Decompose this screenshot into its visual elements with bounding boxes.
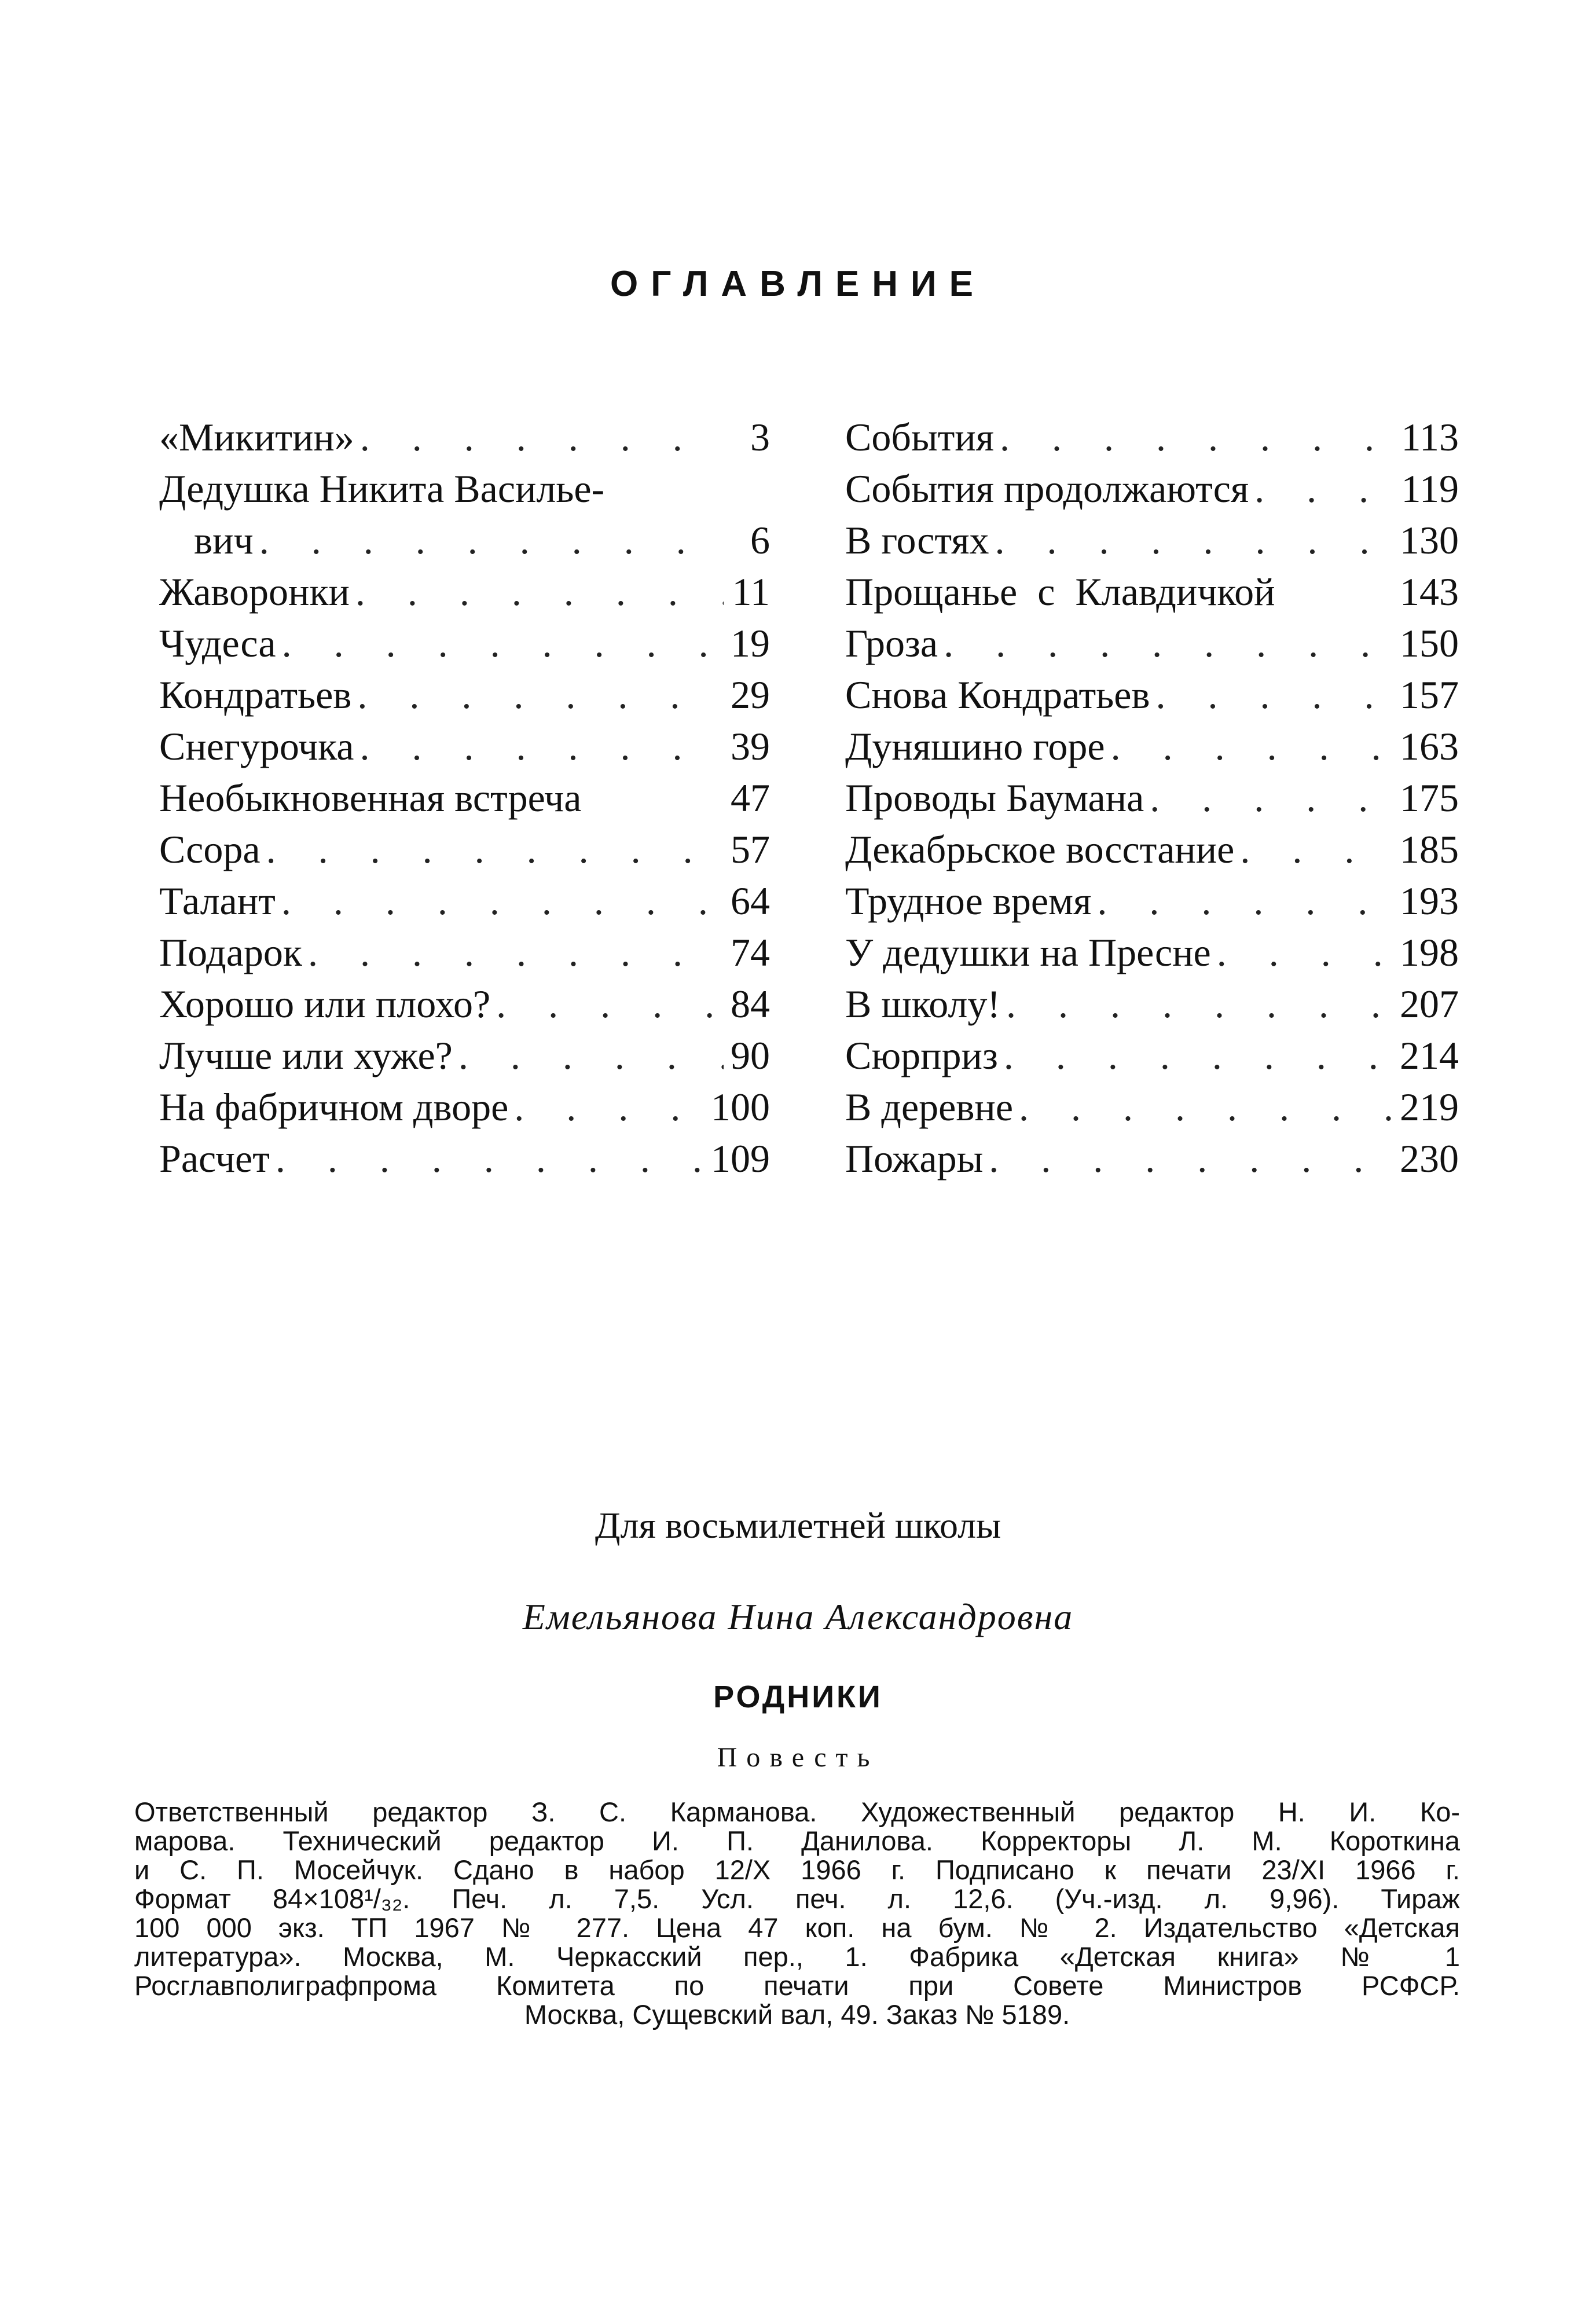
toc-entry-title: Сюрприз [845,1033,998,1077]
toc-entry [845,415,1459,466]
toc-entry-page: 64 [731,879,770,923]
credits-line: Ответственный редактор З. С. Карманова. Художественный редактор Н. И. Ко- [134,1797,1460,1827]
toc-entry-page: 74 [731,930,770,974]
toc-leader-dots [1217,930,1394,976]
toc-entry-title: Гроза [845,621,938,665]
toc-entry-page: 198 [1400,930,1459,974]
toc-entry [845,981,1459,1033]
toc-entry [845,569,1459,621]
toc-entry [845,827,1459,878]
toc-leader-dots [458,1033,724,1079]
toc-entry-page: 3 [750,415,770,459]
toc-leader-dots [1156,672,1394,718]
toc-left-column [159,415,770,1187]
toc-entry-title: Лучше или хуже? [159,1033,453,1077]
toc-leader-dots [308,930,724,976]
toc-entry-page: 143 [1400,570,1459,614]
toc-title: ОГЛАВЛЕНИЕ [610,264,986,304]
toc-leader-dots [995,518,1394,563]
toc-leader-dots [281,878,724,924]
credits-line: марова. Технический редактор И. П. Данилова. Корректоры Л. М. Короткина [134,1825,1460,1856]
toc-entry-page: 90 [731,1033,770,1077]
toc-entry-title: На фабричном дворе [159,1085,509,1129]
toc-leader-dots [1019,1084,1394,1130]
toc-leader-dots [1006,981,1394,1027]
toc-entry-continuation [159,518,770,569]
toc-entry-title: Снегурочка [159,724,354,768]
toc-entry-title: Чудеса [159,621,276,665]
toc-entry-title: Прощанье с Клавдичкой [845,570,1275,614]
toc-entry-title: Дуняшино горе [845,724,1105,768]
toc-entry-page: 119 [1401,467,1459,511]
author-name: Емельянова Нина Александровна [522,1596,1074,1637]
toc-entry [159,930,770,981]
toc-entry-page: 219 [1400,1085,1459,1129]
toc-entry-title: В деревне [845,1085,1013,1129]
toc-entry-page: 113 [1401,415,1459,459]
toc-leader-dots [1097,878,1394,924]
toc-leader-dots [357,672,724,718]
toc-entry-page: 109 [711,1136,770,1181]
toc-entry [845,621,1459,672]
toc-leader-dots [259,518,724,563]
toc-entry-page: 207 [1400,982,1459,1026]
toc-entry-title: События [845,415,995,459]
credits-line: Формат 84×108¹/₃₂. Печ. л. 7,5. Усл. печ. л. 12,6. (Уч.-изд. л. 9,96). Тираж [134,1883,1460,1914]
toc-entry-page: 157 [1400,673,1459,717]
credits-line: Москва, Сущевский вал, 49. Заказ № 5189. [524,1999,1070,2030]
credits-line: 100 000 экз. ТП 1967 № 277. Цена 47 коп. на бум. № 2. Издательство «Детская [134,1912,1460,1943]
toc-leader-dots [1004,1033,1394,1079]
toc-entry-page: 11 [732,570,770,614]
toc-entry [159,878,770,930]
toc-entry-title: Ссора [159,827,261,871]
toc-leader-dots [276,1136,705,1182]
toc-entry [845,672,1459,724]
toc-entry [845,466,1459,518]
toc-entry-title: Трудное время [845,879,1092,923]
toc-leader-dots [355,569,724,615]
toc-entry [845,1033,1459,1084]
toc-entry-page: 47 [731,776,770,820]
toc-entry-title: вич [194,518,254,562]
toc-entry-page: 39 [731,724,770,768]
credits-line: Росглавполиграфпрома Комитета по печати при Совете Министров РСФСР. [134,1970,1460,2001]
toc-leader-dots [1000,415,1395,460]
toc-entry-title: События продолжаются [845,467,1249,511]
toc-entry [845,930,1459,981]
toc-entry [845,1084,1459,1136]
toc-entry-title: В гостях [845,518,989,562]
toc-entry-title: Снова Кондратьев [845,673,1150,717]
toc-entry-page: 19 [731,621,770,665]
credits-line: и С. П. Мосейчук. Сдано в набор 12/X 1966 г. Подписано к печати 23/XI 1966 г. [134,1854,1460,1885]
toc-entry-page: 175 [1400,776,1459,820]
toc-leader-dots [1254,466,1395,512]
toc-entry [845,518,1459,569]
toc-leader-dots [282,621,724,666]
toc-entry-title: Необыкновенная встреча [159,776,582,820]
toc-entry-page: 6 [750,518,770,562]
toc-entry [159,724,770,775]
toc-entry [159,1033,770,1084]
toc-entry-page: 193 [1400,879,1459,923]
toc-entry [845,724,1459,775]
toc-entry-title: Дедушка Никита Василье- [159,467,605,511]
toc-entry-title: Подарок [159,930,302,974]
toc-entry [159,775,770,827]
toc-entry-page: 163 [1400,724,1459,768]
toc-entry-page: 185 [1400,827,1459,871]
toc-entry-title: В школу! [845,982,1000,1026]
toc-entry-title: Расчет [159,1136,270,1181]
toc-leader-dots [989,1136,1394,1182]
toc-entry-page: 100 [711,1085,770,1129]
toc-leader-dots [944,621,1394,666]
toc-entry [159,569,770,621]
toc-entry [845,775,1459,827]
publication-credits [134,1798,1460,2029]
toc-entry [159,981,770,1033]
toc-entry [159,827,770,878]
toc-entry-title: Талант [159,879,276,923]
toc-leader-dots [266,827,724,872]
toc-entry-title: Декабрьское восстание [845,827,1235,871]
toc-entry-title: Хорошо или плохо? [159,982,491,1026]
toc-entry-page: 130 [1400,518,1459,562]
toc-entry [845,878,1459,930]
toc-leader-dots [514,1084,705,1130]
toc-right-column [845,415,1459,1187]
toc-entry-title: «Микитин» [159,415,354,459]
toc-entry-title: Кондратьев [159,673,352,717]
toc-leader-dots [1111,724,1394,769]
book-title: РОДНИКИ [713,1680,883,1714]
toc-entry-page: 57 [731,827,770,871]
credits-line: литература». Москва, М. Черкасский пер., 1. Фабрика «Детская книга» № 1 [134,1941,1460,1972]
toc-leader-dots [1240,827,1394,872]
toc-entry-title: Проводы Баумана [845,776,1144,820]
toc-entry [159,415,770,466]
toc-entry-title: У дедушки на Пресне [845,930,1211,974]
toc-entry [159,621,770,672]
toc-entry [159,1084,770,1136]
toc-leader-dots [359,724,724,769]
toc-entry-page: 230 [1400,1136,1459,1181]
toc-leader-dots [1150,775,1394,821]
genre-label: Повесть [717,1742,879,1773]
toc-entry-title: Пожары [845,1136,984,1181]
toc-entry-page: 150 [1400,621,1459,665]
toc-leader-dots [360,415,724,460]
toc-entry-page: 84 [731,982,770,1026]
toc-entry [159,672,770,724]
toc-entry-title: Жаворонки [159,570,350,614]
toc-entry-page: 29 [731,673,770,717]
toc-entry [845,1136,1459,1187]
toc-leader-dots [496,981,724,1027]
toc-entry [159,1136,770,1187]
audience-note: Для восьмилетней школы [595,1505,1001,1546]
toc-entry-page: 214 [1400,1033,1459,1077]
toc-entry [159,466,770,518]
